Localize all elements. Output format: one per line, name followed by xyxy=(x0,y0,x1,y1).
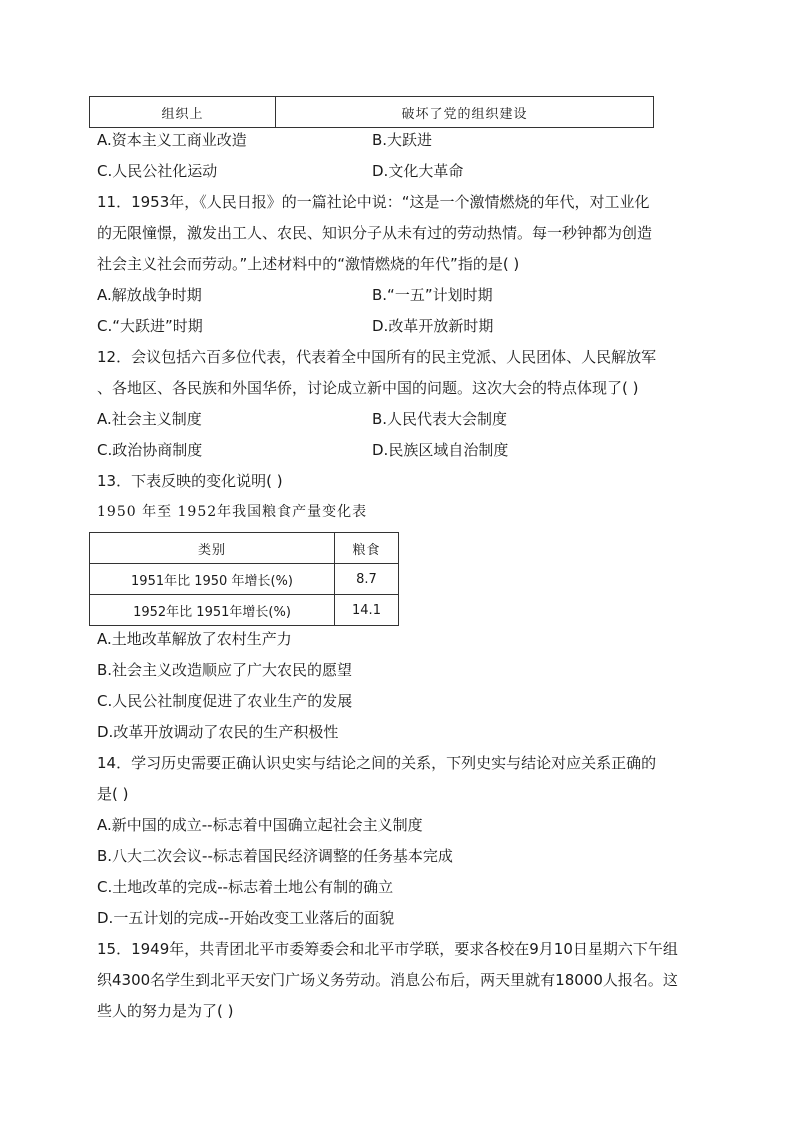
q13-table-header-grain: 粮食 xyxy=(335,533,399,564)
q12-option-b: B.人民代表大会制度 xyxy=(372,410,508,428)
q11-option-c: C.“大跃进”时期 xyxy=(97,317,203,335)
q13-table-row-2-label: 1952年比 1951年增长(%) xyxy=(90,595,335,626)
q14-stem-line-2: 是( ) xyxy=(97,785,129,803)
q11-option-a: A.解放战争时期 xyxy=(97,286,202,304)
q15-stem-line-3: 些人的努力是为了( ) xyxy=(97,1002,234,1020)
q15-stem-line-2: 织4300名学生到北平天安门广场义务劳动。消息公布后，两天里就有18000人报名。这 xyxy=(97,971,678,989)
q12-stem-line-1: 12．会议包括六百多位代表，代表着全中国所有的民主党派、人民团体、人民解放军 xyxy=(97,348,657,366)
q12-stem-line-2: 、各地区、各民族和外国华侨，讨论成立新中国的问题。这次大会的特点体现了( ) xyxy=(97,379,639,397)
q10-option-d: D.文化大革命 xyxy=(372,162,464,180)
q14-option-a: A.新中国的成立--标志着中国确立起社会主义制度 xyxy=(97,816,423,834)
q11-stem-line-2: 的无限憧憬，激发出工人、农民、知识分子从未有过的劳动热情。每一秒钟都为创造 xyxy=(97,224,653,242)
q10-option-c: C.人民公社化运动 xyxy=(97,162,218,180)
q13-table-row-1-value: 8.7 xyxy=(335,564,399,595)
q13-table xyxy=(89,532,399,626)
q15-stem-line-1: 15．1949年，共青团北平市委筹委会和北平市学联，要求各校在9月10日星期六下午组 xyxy=(97,940,678,958)
q11-option-d: D.改革开放新时期 xyxy=(372,317,494,335)
q11-option-b: B.“一五”计划时期 xyxy=(372,286,493,304)
q10-option-a: A.资本主义工商业改造 xyxy=(97,131,247,149)
q14-stem-line-1: 14．学习历史需要正确认识史实与结论之间的关系，下列史实与结论对应关系正确的 xyxy=(97,754,657,772)
q10-option-b: B.大跃进 xyxy=(372,131,433,149)
q13-option-d: D.改革开放调动了农民的生产积极性 xyxy=(97,723,339,741)
q13-option-b: B.社会主义改造顺应了广大农民的愿望 xyxy=(97,661,353,679)
q14-option-d: D.一五计划的完成--开始改变工业落后的面貌 xyxy=(97,909,395,927)
q14-option-c: C.土地改革的完成--标志着土地公有制的确立 xyxy=(97,878,394,896)
q14-option-b: B.八大二次会议--标志着国民经济调整的任务基本完成 xyxy=(97,847,453,865)
q11-stem-line-1: 11．1953年，《人民日报》的一篇社论中说：“这是一个激情燃烧的年代，对工业化 xyxy=(97,193,650,211)
q12-option-d: D.民族区域自治制度 xyxy=(372,441,509,459)
q12-option-c: C.政治协商制度 xyxy=(97,441,203,459)
q13-table-row-1-label: 1951年比 1950 年增长(%) xyxy=(90,564,335,595)
q12-option-a: A.社会主义制度 xyxy=(97,410,202,428)
q13-table-header-category: 类别 xyxy=(90,533,335,564)
q13-option-c: C.人民公社制度促进了农业生产的发展 xyxy=(97,692,353,710)
top-table xyxy=(89,96,654,128)
q13-table-title: 1950 年至 1952年我国粮食产量变化表 xyxy=(97,504,368,520)
q11-stem-line-3: 社会主义社会而劳动。”上述材料中的“激情燃烧的年代”指的是( ) xyxy=(97,255,520,273)
q13-option-a: A.土地改革解放了农村生产力 xyxy=(97,630,292,648)
q13-stem: 13．下表反映的变化说明( ) xyxy=(97,472,283,490)
top-table-cell-right: 破坏了党的组织建设 xyxy=(276,97,654,128)
q13-table-row-2-value: 14.1 xyxy=(335,595,399,626)
top-table-cell-left: 组织上 xyxy=(90,97,276,128)
